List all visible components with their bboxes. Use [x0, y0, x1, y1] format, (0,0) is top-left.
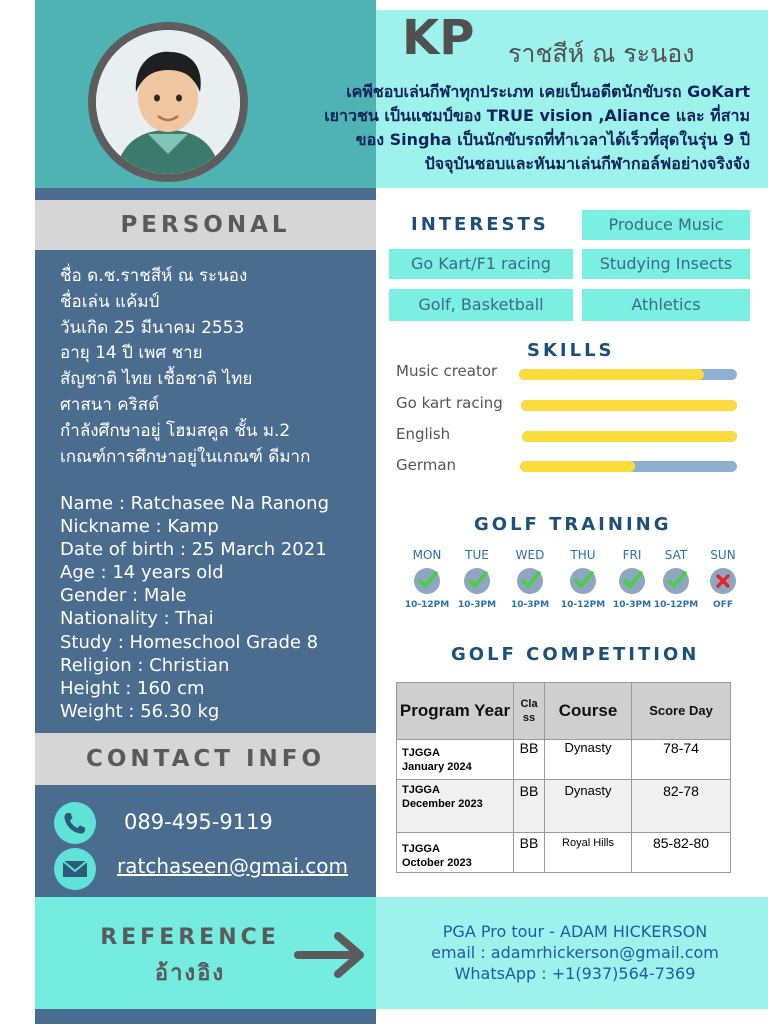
check-icon: [464, 568, 490, 594]
reference-thai-title: อ้างอิง: [154, 961, 226, 986]
cell-class: BB: [514, 833, 545, 873]
training-time: 10-3PM: [612, 600, 652, 610]
training-day-fri: FRI: [622, 548, 642, 562]
personal-en-line: Weight : 56.30 kg: [60, 700, 220, 722]
personal-en-line: Nationality : Thai: [60, 608, 214, 630]
cell-class: BB: [514, 740, 545, 780]
off-x-icon: [710, 568, 736, 594]
cell-course: Dynasty: [545, 780, 632, 833]
personal-thai-line: วันเกิด 25 มีนาคม 2553: [60, 317, 245, 338]
header-class: Cla ss: [514, 683, 545, 740]
program-name: TJGGA: [402, 784, 440, 796]
email-icon: [54, 848, 96, 890]
bio-line: เยาวชน เป็นแชมป์ของ TRUE vision ,Aliance และ ที่สาม: [324, 106, 750, 125]
table-row: [397, 780, 731, 833]
training-day-sat: SAT: [664, 548, 688, 562]
avatar: [96, 30, 240, 174]
personal-en-line: Gender : Male: [60, 585, 187, 607]
bio-line: ปัจจุบันชอบและหันมาเล่นกีฬากอล์ฟอย่างจริงจัง: [424, 154, 750, 173]
bio-line: ของ Singha เป็นนักขับรถที่ทำเวลาได้เร็วที่สุดในรุ่น 9 ปี: [355, 130, 750, 149]
phone-icon: [54, 802, 96, 844]
training-title: GOLF TRAINING: [474, 514, 672, 535]
reference-title: REFERENCE: [100, 925, 280, 950]
training-time: 10-3PM: [457, 600, 497, 610]
personal-title-bar: [35, 200, 376, 250]
personal-en-line: Study : Homeschool Grade 8: [60, 631, 319, 653]
check-icon: [570, 568, 596, 594]
check-icon: [414, 568, 440, 594]
skill-bar-german: [520, 461, 737, 472]
skill-label: English: [396, 425, 451, 443]
program-date: January 2024: [402, 760, 472, 773]
training-day-mon: MON: [412, 548, 442, 562]
training-day-wed: WED: [515, 548, 545, 562]
program-date: December 2023: [402, 798, 483, 810]
header-bio: [258, 80, 750, 176]
skill-bar-english: [522, 431, 737, 442]
cell-program: [397, 833, 514, 873]
interests-title: INTERESTS: [411, 214, 549, 235]
header-score-day: Score Day: [632, 683, 731, 740]
contact-title-bar: [35, 733, 376, 785]
cell-score: 82-78: [632, 780, 731, 833]
cell-program: [397, 740, 514, 780]
reference-name: PGA Pro tour - ADAM HICKERSON: [442, 922, 708, 941]
email-link[interactable]: ratchaseen@gmai.com: [117, 854, 349, 878]
cell-course: Royal Hills: [545, 833, 632, 873]
personal-english-info: [60, 492, 370, 723]
avatar-portrait: [96, 30, 240, 174]
phone-number[interactable]: 089-495-9119: [124, 810, 273, 834]
cell-class: BB: [514, 780, 545, 833]
skill-fill: [519, 369, 704, 380]
header-program-year: Program Year: [397, 683, 514, 740]
training-time: 10-12PM: [653, 600, 699, 610]
interest-chip-produce-music: Produce Music: [582, 210, 750, 240]
competition-title: GOLF COMPETITION: [451, 644, 700, 665]
contact-title: CONTACT INFO: [85, 746, 326, 772]
personal-thai-line: เกณฑ์การศึกษาอยู่ในเกณฑ์ ดีมาก: [60, 446, 311, 467]
personal-thai-line: ศาสนา คริสต์: [60, 394, 160, 415]
skills-title: SKILLS: [527, 340, 615, 361]
program-name: TJGGA: [402, 843, 440, 855]
cell-course: Dynasty: [545, 740, 632, 780]
personal-en-line: Date of birth : 25 March 2021: [60, 539, 327, 561]
interest-chip-athletics: Athletics: [582, 289, 750, 321]
competition-table: [396, 682, 731, 873]
interest-chip-studying-insects: Studying Insects: [582, 249, 750, 279]
training-schedule: [400, 548, 752, 618]
personal-en-line: Age : 14 years old: [60, 562, 224, 584]
cell-program: [397, 780, 514, 833]
interest-chip-go-kart: Go Kart/F1 racing: [389, 249, 573, 279]
training-time: 10-12PM: [404, 600, 450, 610]
competition-table-wrap: [396, 682, 731, 873]
personal-thai-line: สัญชาติ ไทย เชื้อชาติ ไทย: [60, 369, 253, 390]
personal-en-line: Name : Ratchasee Na Ranong: [60, 493, 330, 514]
personal-en-line: Nickname : Kamp: [60, 516, 219, 538]
skill-label: Music creator: [396, 362, 498, 380]
training-time: 10-3PM: [510, 600, 550, 610]
header-thai-name: ราชสีห์ ณ ระนอง: [508, 39, 695, 68]
personal-en-line: Height : 160 cm: [60, 677, 205, 699]
table-row: [397, 833, 731, 873]
personal-title: PERSONAL: [120, 212, 291, 238]
header-course: Course: [545, 683, 632, 740]
program-date: October 2023: [402, 857, 472, 869]
check-icon: [517, 568, 543, 594]
training-day-sun: SUN: [710, 548, 736, 562]
training-day-thu: THU: [570, 548, 596, 562]
left-column-footer: [35, 1009, 376, 1024]
skill-bar-music: [519, 369, 737, 380]
cell-score: 78-74: [632, 740, 731, 780]
personal-thai-line: อายุ 14 ปี เพศ ชาย: [60, 343, 203, 364]
table-header-row: [397, 683, 731, 740]
personal-thai-info: [60, 264, 370, 470]
reference-email[interactable]: email : adamrhickerson@gmail.com: [431, 943, 719, 962]
personal-thai-line: ชื่อเล่น แค้มป์: [60, 291, 160, 312]
header-initials: KP: [402, 10, 475, 66]
skill-fill: [522, 431, 737, 442]
skill-label: German: [396, 456, 457, 474]
bio-line: เคพีชอบเล่นกีฬาทุกประเภท เคยเป็นอดีตนักขับรถ GoKart: [346, 82, 750, 101]
check-icon: [663, 568, 689, 594]
reference-whatsapp[interactable]: WhatsApp : +1(937)564-7369: [454, 964, 696, 983]
skill-fill: [521, 400, 737, 411]
personal-thai-line: กำลังศึกษาอยู่ โฮมสคูล ชั้น ม.2: [60, 420, 291, 441]
skill-fill: [520, 461, 635, 472]
skill-bar-gokart: [521, 400, 737, 411]
personal-en-line: Religion : Christian: [60, 654, 230, 676]
interest-chip-golf-basketball: Golf, Basketball: [389, 289, 573, 321]
training-time: OFF: [713, 600, 733, 610]
arrow-right-icon: [294, 928, 368, 986]
training-time: 10-12PM: [560, 600, 606, 610]
skill-label: Go kart racing: [396, 394, 503, 412]
training-day-tue: TUE: [465, 548, 489, 562]
program-name: TJGGA: [402, 746, 440, 759]
check-icon: [619, 568, 645, 594]
table-row: [397, 740, 731, 780]
personal-thai-line: ชื่อ ด.ช.ราชสีห์ ณ ระนอง: [60, 266, 248, 286]
cell-score: 85-82-80: [632, 833, 731, 873]
